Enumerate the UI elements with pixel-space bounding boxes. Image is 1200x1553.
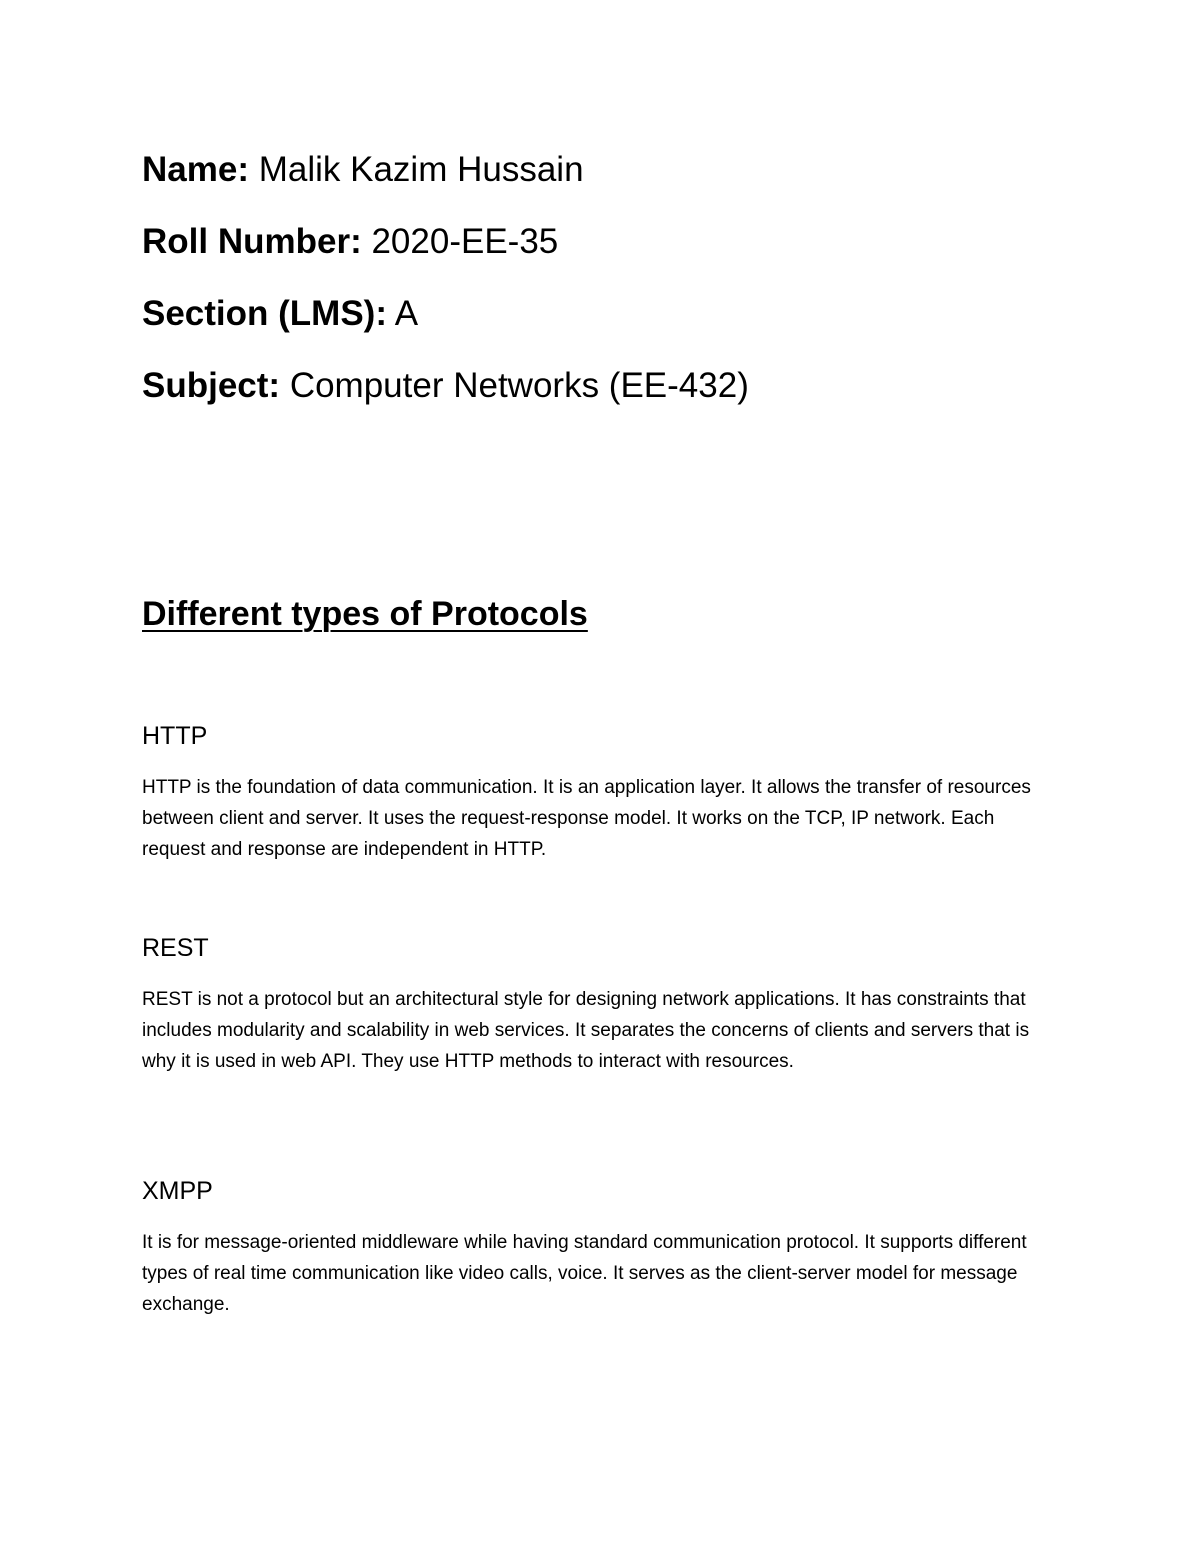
xmpp-section-title: XMPP	[142, 1177, 213, 1205]
roll-number-line	[142, 220, 558, 264]
section-line	[142, 292, 418, 336]
name-value: Malik Kazim Hussain	[258, 150, 584, 189]
rest-section-body: REST is not a protocol but an architectural style for designing network applications. It has constraints that includes modularity and scalability in web services. It separates the concerns of clients and servers that is why it is used in web API. They use HTTP methods to interact with resources.	[142, 989, 1030, 1072]
rest-section-title: REST	[142, 934, 209, 962]
name-line	[142, 148, 584, 192]
http-section-title: HTTP	[142, 722, 208, 750]
subject-label: Subject:	[142, 366, 281, 405]
subject-value: Computer Networks (EE-432)	[289, 366, 749, 405]
name-label: Name:	[142, 150, 249, 189]
roll-number-value: 2020-EE-35	[371, 222, 559, 261]
http-section-body: HTTP is the foundation of data communication. It is an application layer. It allows the transfer of resources between client and server. It uses the request-response model. It works on the TCP, IP network. Each request and response are independent in HTTP.	[142, 777, 1031, 860]
roll-number-label: Roll Number:	[142, 222, 362, 261]
section-value: A	[394, 294, 419, 333]
xmpp-section-body: It is for message-oriented middleware while having standard communication protocol. It supports different types of real time communication like video calls, voice. It serves as the client-server model for message exchange.	[142, 1232, 1027, 1315]
main-heading: Different types of Protocols	[142, 595, 588, 633]
subject-line	[142, 364, 749, 408]
section-label: Section (LMS):	[142, 294, 387, 333]
